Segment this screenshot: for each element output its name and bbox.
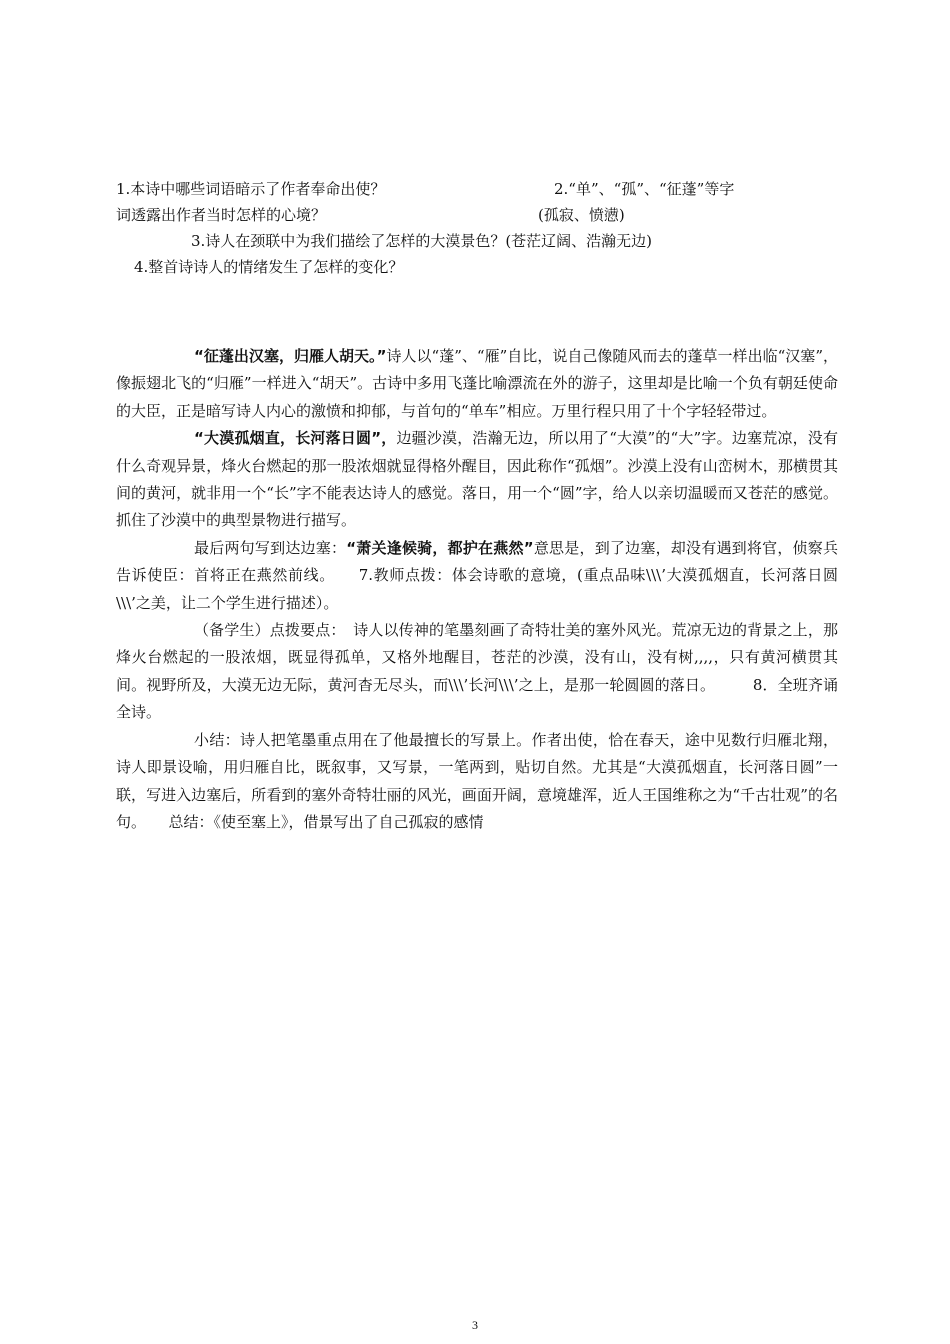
paragraph-3-text: 意思是，到了边塞，却没有遇到将官，侦察兵告诉使臣：首将正在燕然前线。 7.教师点拨：体会诗歌的意境，(重点品味\\\’大漠孤烟直，长河落日圆\\\’之美，让二个学生进行描述）。 (116, 538, 839, 612)
question-row-2 (116, 202, 838, 228)
paragraph-5 (116, 727, 838, 837)
paragraph-3 (116, 535, 838, 617)
paragraph-1-text: 诗人以“蓬”、“雁”自比，说自己像随风而去的蓬草一样出临“汉塞”，像振翅北飞的“归雁”一样进入“胡天”。古诗中多用飞蓬比喻漂流在外的游子，这里却是比喻一个负有朝廷使命的大臣，正是暗写诗人内心的激愤和抑郁，与首句的“单车”相应。万里行程只用了十个字轻轻带过。 (116, 347, 839, 420)
paragraph-5-text: 小结：诗人把笔墨重点用在了他最擅长的写景上。作者出使，恰在春天，途中见数行归雁北翔，诗人即景设喻，用归雁自比，既叙事，又写景，一笔两到，贴切自然。尤其是“大漠孤烟直，长河落日圆”一联，写进入边塞后，所看到的塞外奇特壮丽的风光，画面开阔，意境雄浑，近人王国维称之为“千古壮观”的名句。 总结：《使至塞上》，借景写出了自己孤寂的感情 (116, 730, 838, 831)
question-1: 1.本诗中哪些词语暗示了作者奉命出使？ (116, 180, 386, 198)
paragraph-2 (116, 425, 838, 535)
analysis-text (116, 343, 838, 836)
question-2-answer: (孤寂、愤懑) (538, 206, 625, 224)
quoted-line-1: “征蓬出汉塞，归雁人胡天。” (194, 347, 387, 365)
discussion-questions (116, 176, 838, 280)
question-3: 3.诗人在颈联中为我们描绘了怎样的大漠景色？(苍茫辽阔、浩瀚无边) (191, 232, 653, 250)
paragraph-2-text: 边疆沙漠，浩瀚无边，所以用了“大漠”的“大”字。边塞荒凉，没有什么奇观异景，烽火台燃起的那一股浓烟就显得格外醒目，因此称作“孤烟”。沙漠上没有山峦树木，那横贯其间的黄河，就非用一个“长”字不能表达诗人的感觉。落日，用一个“圆”字，给人以亲切温暖而又苍茫的感觉。抓住了沙漠中的典型景物进行描写。 (116, 429, 838, 530)
paragraph-3-lead: 最后两句写到达边塞： (194, 538, 347, 557)
question-row-4 (116, 254, 838, 280)
quoted-line-2: “大漠孤烟直，长河落日圆”， (194, 429, 397, 448)
quoted-line-3: “萧关逢候骑，都护在燕然” (346, 538, 534, 557)
question-2-end: 词透露出作者当时怎样的心境？ (116, 206, 327, 224)
question-row-3 (116, 228, 838, 254)
question-4: 4.整首诗诗人的情绪发生了怎样的变化？ (134, 258, 404, 276)
paragraph-4 (116, 617, 838, 727)
question-2-start: 2.“单”、“孤”、“征蓬”等字 (554, 180, 735, 198)
paragraph-1 (116, 343, 838, 425)
page-number: 3 (472, 1318, 478, 1332)
paragraph-4-text: （备学生）点拨要点： 诗人以传神的笔墨刻画了奇特壮美的塞外风光。荒凉无边的背景之上，那烽火台燃起的一股浓烟，既显得孤单，又格外地醒目，苍茫的沙漠，没有山，没有树,,,,，只有黄河横贯其间。视野所及，大漠无边无际，黄河杳无尽头，而\\\’长河\\\’之上，是那一轮圆圆的落日。 8．全班齐诵全诗。 (116, 621, 838, 722)
question-row-1 (116, 176, 838, 202)
